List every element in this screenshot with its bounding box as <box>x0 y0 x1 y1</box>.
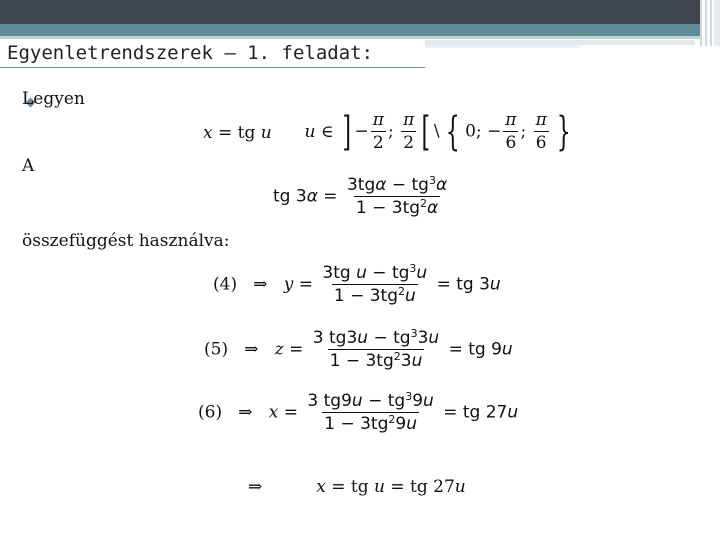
formula-step-5: (5) ⇒ z = $\frac{3 tg3u - tg^33u}{1 - 3tg^23u}$ = tg 9u <box>204 327 513 371</box>
formula-step-6: (6) ⇒ x = $\frac{3 tg9u - tg^39u}{1 - 3tg^29u}$ = tg 27u <box>198 390 519 434</box>
title-underline <box>0 67 425 68</box>
word-legyen: Legyen <box>22 89 85 109</box>
formula-step-4: (4) ⇒ y = $\frac{3tg u - tg^3u}{1 - 3tg^2u}$ = tg 3u <box>213 262 501 306</box>
header-accent-bar <box>0 24 700 36</box>
formula-definition: x = tg u u ∈ ] − $\frac{\pi}{2}$ ; $\frac{\pi}{2}$ [ \ { 0; − $\frac{\pi}{6}$ ; $\frac{\pi}{6}$ } <box>203 109 571 155</box>
slide-title: Egyenletrendszerek – 1. feladat: <box>7 42 374 64</box>
formula-conclusion: ⇒ x = tg u = tg 27u <box>248 477 466 497</box>
word-a: A <box>22 156 35 176</box>
word-osszefuggest: összefüggést használva: <box>22 231 230 251</box>
header-corner-decoration <box>700 0 720 46</box>
header-light-bar <box>0 36 700 39</box>
header-bar <box>0 0 700 24</box>
header-notch-small <box>425 45 580 48</box>
formula-triple-angle: tg 3α = $\frac{3tg\alpha - tg^3\alpha}{1 - 3tg^2\alpha}$ <box>273 174 448 218</box>
